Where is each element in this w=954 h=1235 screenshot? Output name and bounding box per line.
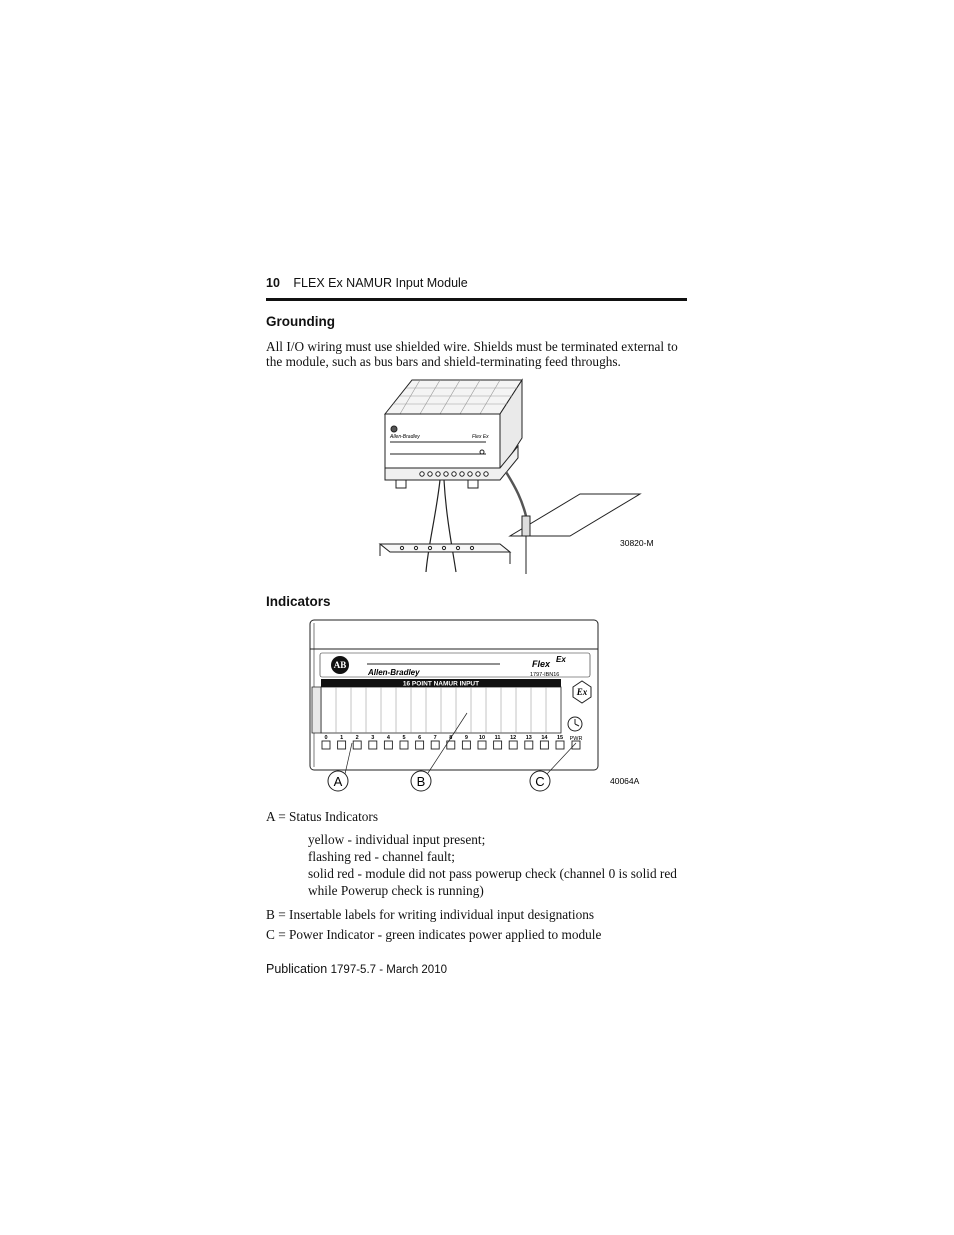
channel-label: 15	[556, 735, 564, 741]
module-label: 16 POINT NAMUR INPUT	[402, 680, 480, 688]
flex-logo-text: Flex	[532, 659, 551, 669]
figure-id-40064: 40064A	[610, 776, 640, 786]
channel-label: 14	[541, 735, 548, 741]
channel-label: 3	[371, 735, 375, 741]
legend-a-item-yellow: yellow - individual input present;	[308, 832, 486, 847]
status-led-7	[431, 741, 439, 749]
status-led-5	[400, 741, 408, 749]
channel-label: 13	[525, 735, 532, 741]
status-led-2	[353, 741, 361, 749]
channel-label: 2	[355, 735, 359, 741]
callout-a: A	[333, 774, 343, 789]
grounding-figure	[360, 376, 670, 576]
channel-label: 0	[324, 735, 328, 741]
legend-a-title: A = Status Indicators	[266, 809, 379, 824]
channel-label: 4	[386, 735, 390, 741]
legend-a-item-flashing: flashing red - channel fault;	[308, 849, 455, 864]
indicator-legend	[266, 808, 696, 943]
indicators-figure	[300, 617, 645, 797]
power-led	[572, 741, 580, 749]
status-led-15	[556, 741, 564, 749]
status-led-14	[540, 741, 548, 749]
grounding-heading: Grounding	[266, 314, 335, 329]
page-number: 10	[266, 276, 280, 290]
channel-label: 8	[449, 735, 453, 741]
channel-label: 6	[418, 735, 422, 741]
ab-logo-text: AB	[333, 660, 347, 670]
pwr-label: PWR	[569, 736, 583, 742]
channel-label: 10	[478, 735, 486, 741]
header-rule	[266, 298, 687, 301]
channel-label: 7	[433, 735, 437, 741]
status-led-10	[478, 741, 486, 749]
legend-a-item-solid: solid red - module did not pass powerup check (channel 0 is solid red while Powerup check is running)	[308, 866, 677, 898]
status-led-3	[369, 741, 377, 749]
status-led-11	[494, 741, 502, 749]
status-led-13	[525, 741, 533, 749]
callout-b: B	[416, 774, 426, 789]
status-led-9	[462, 741, 470, 749]
page-header	[266, 276, 468, 290]
channel-label: 12	[510, 735, 517, 741]
brand-text: Allen-Bradley	[368, 668, 420, 677]
channel-label: 5	[402, 735, 406, 741]
legend-c: C = Power Indicator - green indicates power applied to module	[266, 927, 602, 942]
figure-id-30820: 30820-M	[620, 538, 654, 548]
status-led-1	[338, 741, 346, 749]
publication-label: Publication	[266, 962, 328, 976]
catalog-number: 1797-IBN16	[530, 672, 560, 678]
running-title: FLEX Ex NAMUR Input Module	[293, 276, 468, 290]
status-led-6	[416, 741, 424, 749]
grounding-paragraph: All I/O wiring must use shielded wire. Shields must be terminated external to the module, such as bus bars and shield-terminating feed throughs.	[266, 339, 678, 369]
callout-c: C	[535, 774, 545, 789]
ex-mark-text: Ex	[576, 687, 588, 697]
ex-logo-text: Ex	[556, 655, 566, 664]
status-led-4	[384, 741, 392, 749]
module-brand-text: Allen-Bradley	[390, 434, 420, 440]
channel-label: 11	[494, 735, 501, 741]
channel-label: 9	[464, 735, 468, 741]
legend-b: B = Insertable labels for writing individual input designations	[266, 907, 595, 922]
publication-id: 1797-5.7 - March 2010	[330, 964, 447, 976]
channel-label: 1	[340, 735, 344, 741]
status-led-12	[509, 741, 517, 749]
legend-a-list	[308, 831, 696, 899]
module-logo-text: Flex Ex	[472, 434, 489, 440]
indicators-heading: Indicators	[266, 594, 331, 609]
page-footer	[266, 962, 447, 976]
status-led-0	[322, 741, 330, 749]
